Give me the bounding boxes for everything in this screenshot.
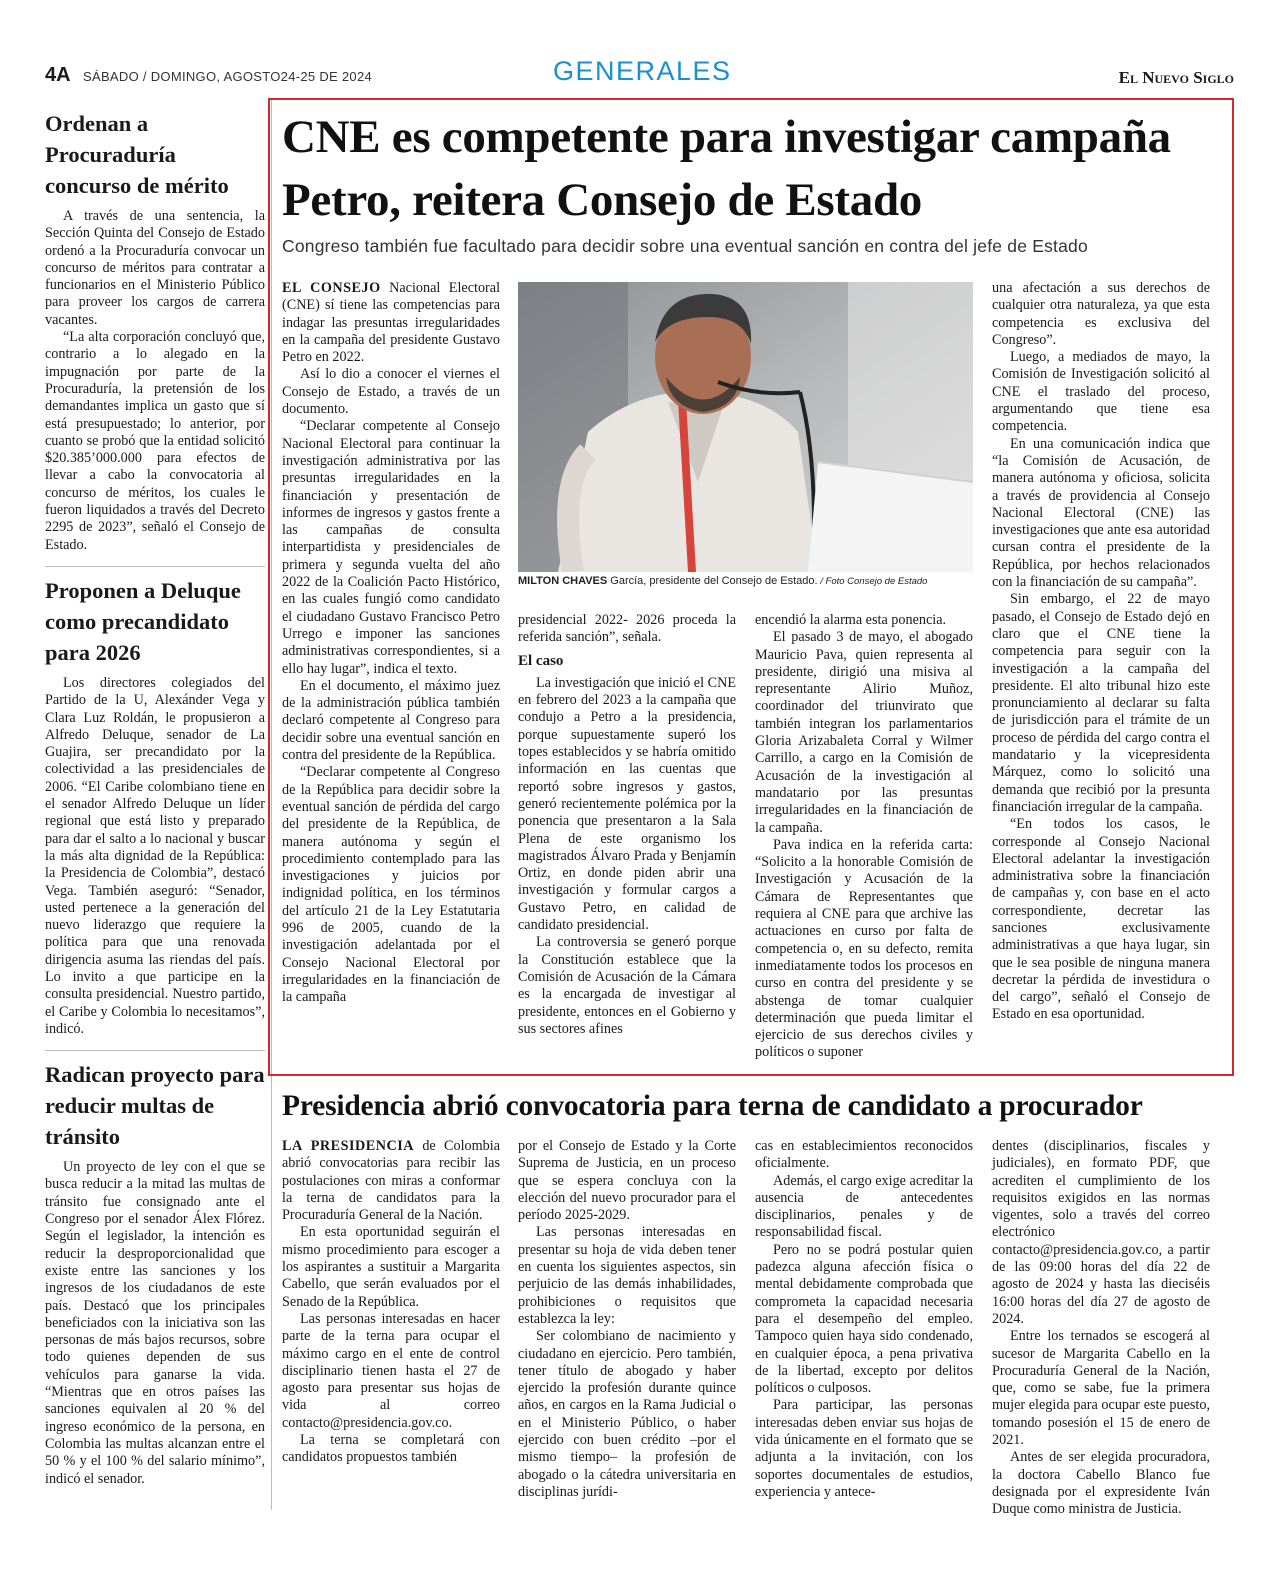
paragraph: Entre los ternados se escogerá al sucesor de Margarita Cabello en la Procuraduría General de la Nación, que, como se sabe, fue la primera mujer elegida para ocupar este puesto, tomando posesión el 15 de enero de 2021. bbox=[992, 1328, 1210, 1449]
paragraph: encendió la alarma esta ponencia. bbox=[755, 612, 947, 628]
divider bbox=[45, 566, 265, 567]
paragraph: “Declarar competente al Consejo Nacional Electoral para continuar la investigación administrativa por las presuntas irregularidades en la financiación y presentación de informes de ingresos y gastos frente a las campañas de consulta interpartidista y presidenciales de primera y segunda vuelta del año 2022 de la Coalición Pacto Histórico, en las cuales fungió como candidato el ciudadano Gustavo Francisco Petro Urrego e imponer las sanciones administrativas correspondientes, si a ello hay lugar”, indica el texto. bbox=[282, 418, 500, 677]
paragraph: El pasado 3 de mayo, el abogado Mauricio Pava, quien representa al presidente, dirigió una misiva al representante Alirio Muñoz, coordinador del triunvirato que también integran los parlamentarios Gloria Arizabaleta Corral y Wilmer Carrillo, a cargo en la Comisión de Acusación de la investigación al mandatario por las presuntas irregularidades en la financiación de la campaña. bbox=[755, 629, 973, 836]
page-date: SÁBADO / DOMINGO, AGOSTO24-25 DE 2024 bbox=[83, 69, 373, 84]
sidebar-story-multas bbox=[45, 1059, 265, 1488]
caption-text: García, presidente del Consejo de Estado. bbox=[607, 575, 818, 587]
paragraph: Las personas interesadas en presentar su hoja de vida deben tener en cuenta los siguientes aspectos, sin perjuicio de las demás inhabilidades, prohibiciones o requisitos que establezca la ley: bbox=[518, 1224, 736, 1327]
paragraph: cas en establecimientos reconocidos oficialmente. bbox=[755, 1138, 973, 1172]
second-column-2 bbox=[518, 1138, 736, 1501]
paragraph: Antes de ser elegida procuradora, la doctora Cabello Blanco fue designada por el expresidente Iván Duque como ministra de Justicia. bbox=[992, 1449, 1210, 1518]
paragraph: por el Consejo de Estado y la Corte Suprema de Justicia, en un proceso que se espera concluya con la elección del nuevo procurador para el período 2025-2029. bbox=[518, 1138, 736, 1224]
main-column-4 bbox=[992, 280, 1210, 1024]
paragraph: “En todos los casos, le corresponde al Consejo Nacional Electoral adelantar la investigación administrativa sobre la financiación de campañas y, con base en el acto correspondiente, decretar las sanciones exclusivamente administrativas a que haya lugar, sin que le sea posible de ninguna manera decretar la pérdida de investidura o del cargo”, señaló el Consejo de Estado en esa oportunidad. bbox=[992, 816, 1210, 1023]
second-column-3 bbox=[755, 1138, 973, 1501]
paragraph: La terna se completará con candidatos propuestos también bbox=[282, 1432, 500, 1466]
paragraph: Los directores colegiados del Partido de la U, Alexánder Vega y Clara Luz Roldán, le propusieron a Alfredo Deluque, senador de La Guajira, ser precandidato por la colectividad a las presidenciales de 2006. “El Caribe colombiano tiene en el senador Alfredo Deluque un líder regional que está listo y preparado para dar el salto a lo nacional y buscar la más alta dignidad de la República: la Presidencia de Colombia”, destacó Vega. También aseguró: “Senador, usted pertenece a la generación del nuevo liderazgo que requiere la política para que una renovada dirigencia asuma las riendas del país. Lo invito a que participe en la consulta presidencial. Nuestro partido, el Caribe y Colombia lo necesitamos”, indicó. bbox=[45, 674, 265, 1037]
subheading: El caso bbox=[518, 652, 564, 669]
main-column-3 bbox=[755, 612, 973, 1062]
paragraph: Luego, a mediados de mayo, la Comisión de Investigación solicitó al CNE el traslado del proceso, argumentando que tiene esa competencia. bbox=[992, 349, 1210, 435]
masthead bbox=[45, 56, 1240, 96]
second-headline: Presidencia abrió convocatoria para terna de candidato a procurador bbox=[282, 1090, 1143, 1122]
sidebar-headline: Radican proyecto para reducir multas de tránsito bbox=[45, 1062, 265, 1150]
sidebar-story-procuraduria bbox=[45, 108, 265, 554]
paragraph: Para participar, las personas interesadas deben enviar sus hojas de vida únicamente en el formato que se adjunta a la invitación, con los soportes documentales de estudios, experiencia y antece- bbox=[755, 1397, 973, 1500]
paragraph: “La alta corporación concluyó que, contrario a lo alegado en la impugnación por parte de la Procuraduría, la pretensión de los demandantes implica un gasto que sí está presupuestado; lo anterior, por cuanto se probó que la entidad solicitó $20.385’000.000 para efectos de llevar a cabo la convocatoria al concurso de méritos, los cuales le fueron liquidados a través del Decreto 2295 de 2023”, señaló el Consejo de Estado. bbox=[45, 329, 265, 553]
sidebar-body bbox=[45, 208, 265, 554]
sidebar-headline: Ordenan a Procuraduría concurso de mérito bbox=[45, 111, 229, 198]
paragraph: EL CONSEJO Nacional Electoral (CNE) sí tiene las competencias para indagar las presuntas irregularidades en la campaña del presidente Gustavo Petro en 2022. bbox=[282, 280, 501, 366]
paragraph: Las personas interesadas en hacer parte de la terna para ocupar el máximo cargo en el ente de control disciplinario tienen hasta el 27 de agosto para presentar sus hojas de vida al correo contacto@presidencia.gov.co. bbox=[282, 1310, 500, 1431]
divider bbox=[45, 1050, 265, 1051]
sidebar-body bbox=[45, 675, 265, 1038]
sidebar-headline: Proponen a Deluque como precandidato para 2026 bbox=[45, 577, 241, 665]
lead-in: EL CONSEJO bbox=[282, 280, 381, 296]
newspaper-name: El Nuevo Siglo bbox=[1118, 68, 1234, 87]
paragraph: “Declarar competente al Congreso de la República para decidir sobre la eventual sanción de pérdida del cargo del presidente de la República, de manera autónoma y según el procedimiento contemplado para las investigaciones y juicios por indignidad política, en los términos del artículo 21 de la Ley Estatutaria 996 de 2005, cuando de la investigación adelantada por el Consejo Nacional Electoral por irregularidades en la financiación de la campaña bbox=[282, 764, 500, 1006]
main-headline: CNE es competente para investigar campaña Petro, reitera Consejo de Estado bbox=[282, 111, 1171, 226]
second-column-1 bbox=[282, 1138, 500, 1467]
sidebar-story-deluque bbox=[45, 575, 265, 1038]
paragraph: En el documento, el máximo juez de la administración pública también declaró competente al Congreso para decidir sobre una eventual sanción en contra del presidente de la República. bbox=[282, 677, 500, 764]
paragraph: Además, el cargo exige acreditar la ausencia de antecedentes disciplinarios, penales y de responsabilidad fiscal. bbox=[755, 1172, 973, 1241]
paragraph: Sin embargo, el 22 de mayo pasado, el Consejo de Estado dejó en claro que el CNE tiene la competencia para seguir con la investigación a la campaña del presidente. El alto tribunal hizo este pronunciamiento al declarar su falta de jurisdicción para el trámite de un proceso de pérdida del cargo contra el mandatario y la vicepresidenta Márquez, como lo solicitó una demanda que recibió por la presunta financiación irregular de la campaña. bbox=[992, 591, 1210, 815]
paragraph: LA PRESIDENCIA de Colombia abrió convocatorias para recibir las postulaciones con miras a conformar la terna de candidatos para la Procuraduría General de la Nación. bbox=[282, 1138, 500, 1224]
paragraph: dentes (disciplinarios, fiscales y judiciales), en formato PDF, que acrediten el cumplimiento de los requisitos exigidos en las normas vigentes, solo a través del correo electrónico contacto@presidencia.gov.co, a partir de las 09:00 horas del día 22 de agosto de 2024 y hasta las dieciséis 16:00 horas del día 27 de agosto de 2024. bbox=[992, 1138, 1210, 1327]
sidebar bbox=[45, 108, 265, 1500]
paragraph: Pero no se podrá postular quien padezca alguna afección física o mental debidamente comprobada que comprometa la capacidad necesaria para el desempeño del empleo. Tampoco quien haya sido condenado, en cualquier época, a pena privativa de la libertad, excepto por delitos políticos o culposos. bbox=[755, 1241, 973, 1397]
paragraph: En esta oportunidad seguirán el mismo procedimiento para escoger a los aspirantes a sustituir a Margarita Cabello, que serán evaluados por el Senado de la República. bbox=[282, 1224, 500, 1310]
paragraph: La controversia se generó porque la Constitución establece que la Comisión de Acusación de la Cámara es la encargada de investigar al presidente, entonces en el Gobierno y sus sectores afines bbox=[518, 934, 736, 1037]
paragraph: Así lo dio a conocer el viernes el Consejo de Estado, a través de un documento. bbox=[282, 366, 500, 418]
caption-name: MILTON CHAVES bbox=[518, 575, 608, 587]
paragraph: En una comunicación indica que “la Comisión de Acusación, de manera autónoma y oficiosa, solicita a través de providencia al Consejo Nacional Electoral (CNE) las investigaciones que ante esa autoridad cursan contra el presidente de la República, por hechos relacionados con la financiación de su campaña”. bbox=[992, 435, 1210, 591]
paragraph: una afectación a sus derechos de cualquier otra naturaleza, ya que esta competencia es exclusiva del Congreso”. bbox=[992, 280, 1210, 348]
paragraph: presidencial 2022- 2026 proceda la referida sanción”, señala. bbox=[518, 612, 736, 646]
paragraph: A través de una sentencia, la Sección Quinta del Consejo de Estado ordenó a la Procuraduría convocar un concurso de méritos para contratar a funcionarios en el Ministerio Público para proveer los cargos de carrera vacantes. bbox=[45, 208, 265, 328]
speaker-photo bbox=[518, 282, 973, 572]
photo-credit: / Foto Consejo de Estado bbox=[817, 576, 928, 587]
main-column-2 bbox=[518, 612, 736, 1038]
paragraph: La investigación que inició el CNE en febrero del 2023 a la campaña que condujo a Petro a la presidencia, porque supuestamente superó los topes establecidos y se habría omitido información en las cuentas que reportó sobre ingresos y gastos, generó recientemente polémica por la ponencia que presentaron a la Sala Plena de este organismo los magistrados Álvaro Prada y Benjamín Ortiz, en donde piden abrir una investigación y formular cargos a Gustavo Petro, en calidad de candidato presidencial. bbox=[518, 674, 736, 934]
paragraph: Ser colombiano de nacimiento y ciudadano en ejercicio. Pero también, tener título de abogado y haber ejercido la profesión durante quince años, en cargos en la Rama Judicial o en el Ministerio Público, o haber ejercido con buen crédito –por el mismo tiempo– la profesión de abogado o la cátedra universitaria en disciplinas jurídi- bbox=[518, 1328, 736, 1500]
main-subtitle: Congreso también fue facultado para decidir sobre una eventual sanción en contra del jefe de Estado bbox=[282, 236, 1088, 256]
page-number: 4A bbox=[45, 64, 71, 86]
main-column-1 bbox=[282, 280, 500, 1006]
section-label: GENERALES bbox=[553, 56, 732, 86]
photo-caption bbox=[518, 575, 978, 587]
paragraph: Un proyecto de ley con el que se busca reducir a la mitad las multas de tránsito fue consignado ante el Congreso por el senador Álex Flórez. Según el legislador, la intención es reducir la desproporcionalidad que existe entre las sanciones y los ingresos de los ciudadanos de este país. Destacó que los principales beneficiados con la iniciativa son las personas de más bajos recursos, sobre todo quienes dependen de sus vehículos para ganarse la vida. “Mientras que en otros países las sanciones equivalen al 20 % del ingreso económico de la persona, en Colombia las multas alcanzan entre el 50 % y el 100 % del salario mínimo”, indicó el senador. bbox=[45, 1159, 265, 1487]
second-column-4 bbox=[992, 1138, 1210, 1519]
paragraph: Pava indica en la referida carta: “Solicito a la honorable Comisión de Investigación y Acusación de la Cámara de Representantes que requiera al CNE para que archive las actuaciones en curso por falta de competencia o, en su defecto, remita inmediatamente todos los procesos en curso en contra del presidente y se abstenga de tomar cualquier determinación que pueda limitar el ejercicio de sus derechos civiles y políticos o suponer bbox=[755, 836, 973, 1061]
lead-in: LA PRESIDENCIA bbox=[282, 1138, 414, 1154]
sidebar-body bbox=[45, 1159, 265, 1488]
